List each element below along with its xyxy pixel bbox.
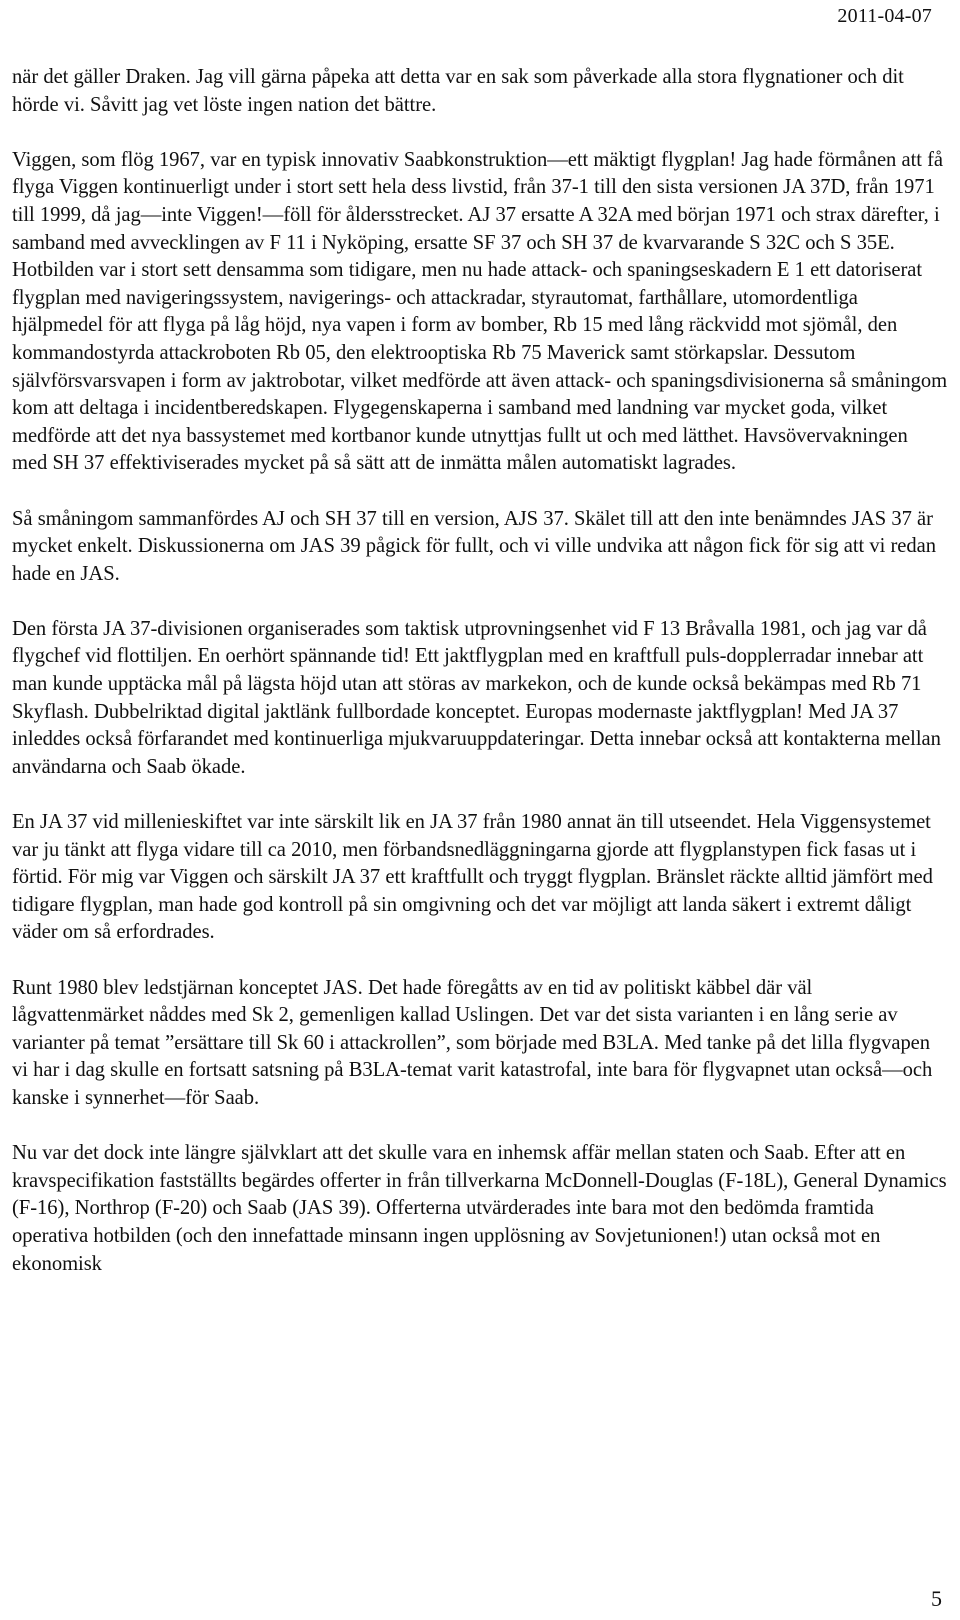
paragraph-4: Den första JA 37-divisionen organiserades som taktisk utprovningsenhet vid F 13 Bråvalla 1981, och jag var då flygchef vid flottiljen. En oerhört spännande tid! Ett jaktflygplan med en kraftfull puls-dopplerradar innebar att man kunde upptäcka mål på lägsta höjd utan att störas av markekon, och de kunde också bekämpas med Rb 71 Skyflash. Dubbelriktad digital jaktlänk fullbordade konceptet. Europas modernaste jaktflygplan! Med JA 37 inleddes också förfarandet med kontinuerliga mjukvaruuppdateringar. Detta innebar också att kontakterna mellan användarna och Saab ökade.: [12, 617, 941, 778]
paragraph-1: när det gäller Draken. Jag vill gärna påpeka att detta var en sak som påverkade alla stora flygnationer och dit hörde vi. Såvitt jag vet löste ingen nation det bättre.: [12, 66, 904, 116]
paragraph-5: En JA 37 vid millenieskiftet var inte särskilt lik en JA 37 från 1980 annat än till utseendet. Hela Viggensystemet var ju tänkt att flyga vidare till ca 2010, men förbandsnedläggningarna gjorde att flygplanstypen fick fasas ut i förtid. För mig var Viggen och särskilt JA 37 ett kraftfullt och tryggt flygplan. Bränslet räckte alltid jämfört med tidigare flygplan, man hade god kontroll på sin omgivning och det var möjligt att landa säkert i extremt dåligt väder om så erfordrades.: [12, 811, 933, 944]
paragraph-3: Så småningom sammanfördes AJ och SH 37 till en version, AJS 37. Skälet till att den inte benämndes JAS 37 är mycket enkelt. Diskussionerna om JAS 39 pågick för fullt, och vi ville undvika att någon fick för sig att vi redan hade en JAS.: [12, 507, 936, 585]
paragraph-2: Viggen, som flög 1967, var en typisk innovativ Saabkonstruktion—ett mäktigt flygplan! Jag hade förmånen att få flyga Viggen kontinuerligt under i stort sett hela dess livstid, från 37-1 till den sista versionen JA 37D, från 1971 till 1999, då jag—inte Viggen!—föll för åldersstrecket. AJ 37 ersatte A 32A med början 1971 och strax därefter, i samband med avvecklingen av F 11 i Nyköping, ersatte SF 37 och SH 37 de kvarvarande S 32C och S 35E. Hotbilden var i stort sett densamma som tidigare, men nu hade attack- och spaningseskadern E 1 ett datoriserat flygplan med navigeringssystem, navigerings- och attackradar, styrautomat, farthållare, utomordentliga hjälpmedel för att flyga på låg höjd, nya vapen i form av bomber, Rb 15 med lång räckvidd mot sjömål, den kommandostyrda attackroboten Rb 05, den elektrooptiska Rb 75 Maverick samt störkapslar. Dessutom självförsvarsvapen i form av jaktrobotar, vilket medförde att även attack- och spaningsdivisionerna så småningom kom att deltaga i incidentberedskapen. Flygegenskaperna i samband med landning var mycket goda, vilket medförde att det nya bassystemet med kortbanor kunde utnyttjas fullt ut och med lätthet. Havsövervakningen med SH 37 effektiviserades mycket på så sätt att de inmätta målen automatiskt lagrades.: [12, 148, 948, 475]
paragraph-6: Runt 1980 blev ledstjärnan konceptet JAS. Det hade föregåtts av en tid av politiskt käbbel där väl lågvattenmärket nåddes med Sk 2, gemenligen kallad Uslingen. Det var det sista varianten i en lång serie av varianter på temat ”ersättare till Sk 60 i attackrollen”, som började med B3LA. Med tanke på det lilla flygvapen vi har i dag skulle en fortsatt satsning på B3LA-temat varit katastrofal, inte bara för flygvapnet utan också—och kanske i synnerhet—för Saab.: [12, 976, 933, 1109]
paragraph-7: Nu var det dock inte längre självklart att det skulle vara en inhemsk affär mellan staten och Saab. Efter att en kravspecifikation fastställts begärdes offerter in från tillverkarna McDonnell-Douglas (F-18L), General Dynamics (F-16), Northrop (F-20) och Saab (JAS 39). Offerterna utvärderades inte bara mot den bedömda framtida operativa hotbilden (och den innefattade minsann ingen upplösning av Sovjetunionen!) utan också mot en ekonomisk: [12, 1142, 947, 1275]
header-date: 2011-04-07: [837, 5, 932, 27]
document-body: [12, 64, 948, 1306]
page-number: 5: [931, 1586, 942, 1611]
